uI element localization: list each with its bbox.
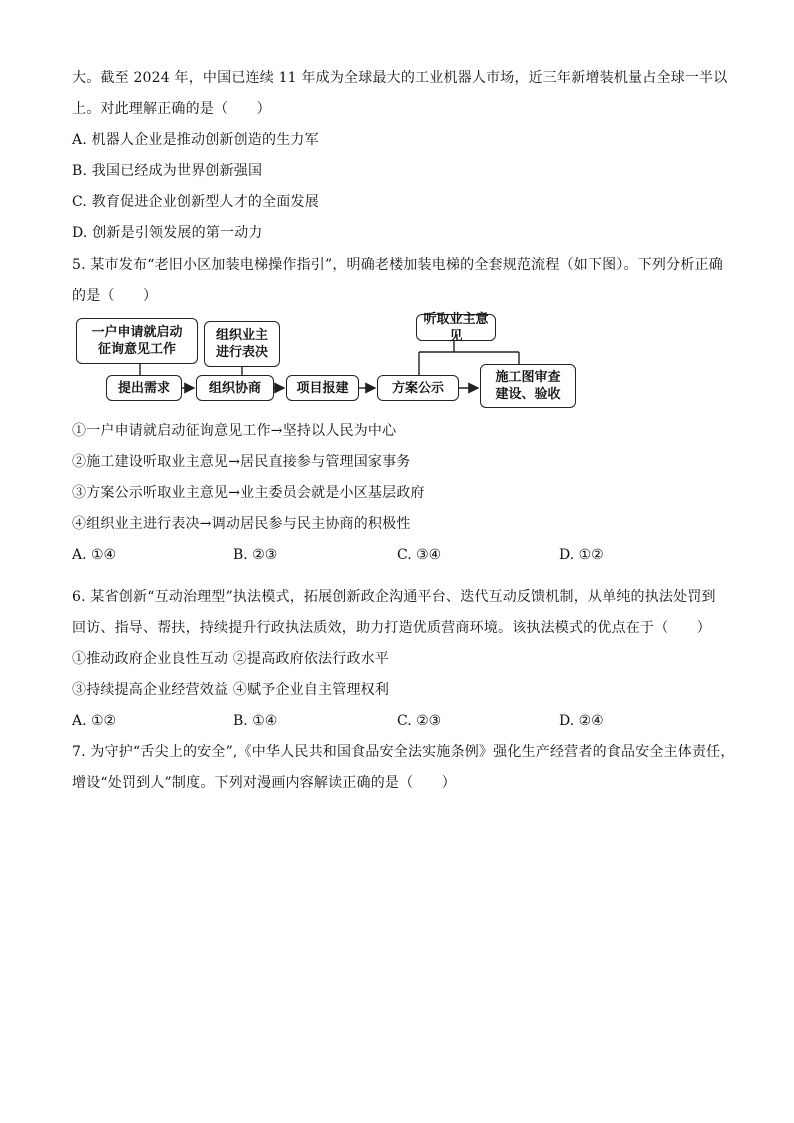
- q6-option-c: C. ②③: [397, 713, 442, 729]
- flow-box-negotiate: 组织协商: [196, 375, 274, 401]
- q7-text-line1: 7. 为守护“舌尖上的安全”,《中华人民共和国食品安全法实施条例》强化生产经营者的食品安全主体责任，: [72, 744, 735, 760]
- q6-option-a: A. ①②: [72, 713, 117, 729]
- q4-text-line1: 大。截至 2024 年，中国已连续 11 年成为全球最大的工业机器人市场，近三年新增装机量占全球一半以: [72, 70, 728, 86]
- q4-option-d: D. 创新是引领发展的第一动力: [72, 225, 263, 241]
- flow-box-review: 施工图审查 建设、验收: [480, 364, 576, 408]
- q6-text-line1: 6. 某省创新“互动治理型”执法模式，拓展创新政企沟通平台、迭代互动反馈机制，从单纯的执法处罚到: [72, 589, 716, 605]
- q5-option-c: C. ③④: [397, 547, 442, 563]
- q4-option-b: B. 我国已经成为世界创新强国: [72, 163, 263, 179]
- flow-box-report: 项目报建: [286, 375, 359, 401]
- q5-statement-4: ④组织业主进行表决→调动居民参与民主协商的积极性: [72, 516, 411, 532]
- q5-text-line1: 5. 某市发布“老旧小区加装电梯操作指引”，明确老楼加装电梯的全套规范流程（如下图）。下列分析正确: [72, 257, 723, 273]
- q5-option-d: D. ①②: [559, 547, 604, 563]
- flow-box-publicize: 方案公示: [377, 375, 459, 401]
- q5-option-a: A. ①④: [72, 547, 117, 563]
- q5-statement-3: ③方案公示听取业主意见→业主委员会就是小区基层政府: [72, 485, 425, 501]
- q7-text-line2: 增设“处罚到人”制度。下列对漫画内容解读正确的是（ ）: [72, 775, 456, 791]
- q6-text-line2: 回访、指导、帮扶，持续提升行政执法质效，助力打造优质营商环境。该执法模式的优点在于（ ）: [72, 620, 711, 636]
- q5-statement-1: ①一户申请就启动征询意见工作→坚持以人民为中心: [72, 423, 397, 439]
- q6-option-d: D. ②④: [559, 713, 604, 729]
- q5-option-b: B. ②③: [233, 547, 278, 563]
- q6-option-b: B. ①④: [233, 713, 278, 729]
- q6-choices-line2: ③持续提高企业经营效益 ④赋予企业自主管理权利: [72, 682, 390, 698]
- flow-box-listen: 听取业主意见: [416, 314, 496, 341]
- flow-box-initiate: 一户申请就启动 征询意见工作: [76, 318, 198, 364]
- flow-box-vote: 组织业主 进行表决: [204, 321, 280, 367]
- q6-choices-line1: ①推动政府企业良性互动 ②提高政府依法行政水平: [72, 651, 390, 667]
- flow-box-demand: 提出需求: [106, 375, 182, 401]
- q5-text-line2: 的是（ ）: [72, 288, 158, 304]
- elevator-process-flowchart: [70, 312, 590, 412]
- q4-text-line2: 上。对此理解正确的是（ ）: [72, 101, 271, 117]
- q4-option-a: A. 机器人企业是推动创新创造的生力军: [72, 132, 319, 148]
- q4-option-c: C. 教育促进企业创新型人才的全面发展: [72, 194, 319, 210]
- q5-statement-2: ②施工建设听取业主意见→居民直接参与管理国家事务: [72, 454, 411, 470]
